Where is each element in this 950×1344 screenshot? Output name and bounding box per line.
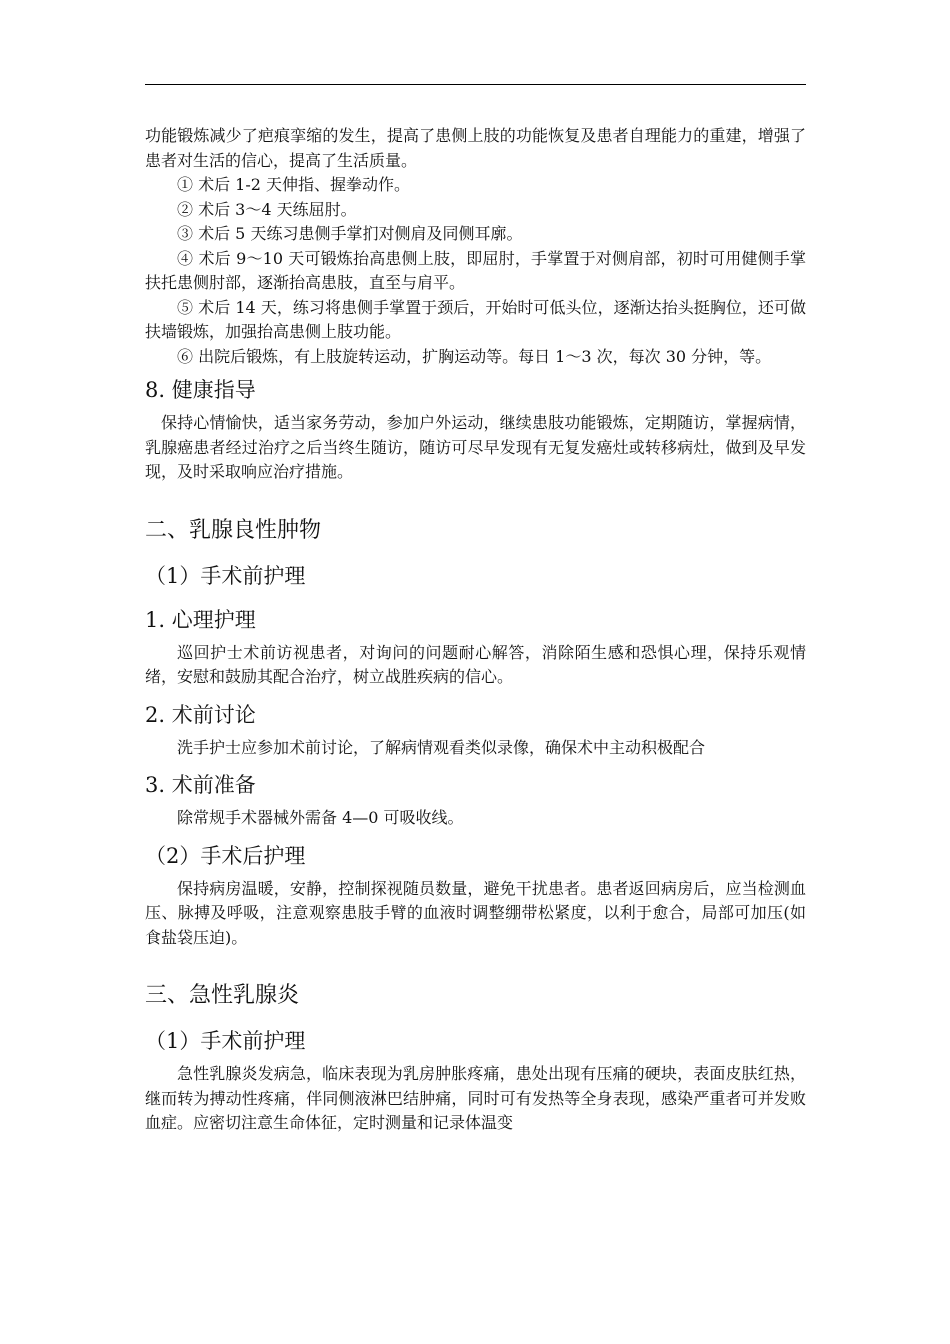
exercise-step-2: ② 术后 3～4 天练屈肘。 — [177, 199, 357, 219]
benign-postop-heading: （2）手术后护理 — [145, 843, 306, 868]
exercise-step-6: ⑥ 出院后锻炼，有上肢旋转运动，扩胸运动等。每日 1～3 次，每次 30 分钟，等。 — [177, 346, 772, 366]
mastitis-preop-text: 急性乳腺炎发病急，临床表现为乳房肿胀疼痛，患处出现有压痛的硬块，表面皮肤红热，继而转为搏动性疼痛，伴同侧液淋巴结肿痛，同时可有发热等全身表现，感染严重者可并发败血症。应密切注意生命体征，定时测量和记录体温变 — [145, 1064, 806, 1132]
health-guidance-text: 保持心情愉快，适当家务劳动，参加户外运动，继续患肢功能锻炼，定期随访，掌握病情，乳腺癌患者经过治疗之后当终生随访，随访可尽早发现有无复发癌灶或转移病灶，做到及早发现，及时采取响应治疗措施。 — [145, 413, 806, 481]
psych-care-heading: 1. 心理护理 — [145, 607, 256, 632]
header-rule — [145, 84, 806, 85]
benign-postop-text: 保持病房温暖，安静，控制探视随员数量，避免干扰患者。患者返回病房后，应当检测血压、脉搏及呼吸，注意观察患肢手臂的血液时调整绷带松紧度，以利于愈合，局部可加压(如食盐袋压迫)。 — [145, 878, 806, 947]
preop-discussion-heading: 2. 术前讨论 — [145, 702, 256, 727]
exercise-step-5: ⑤ 术后 14 天，练习将患侧手掌置于颈后，开始时可低头位，逐渐达抬头挺胸位，还可做扶墙锻炼，加强抬高患侧上肢功能。 — [145, 297, 806, 341]
exercise-step-4: ④ 术后 9～10 天可锻炼抬高患侧上肢，即屈肘，手掌置于对侧肩部，初时可用健侧手掌扶托患侧肘部，逐渐抬高患肢，直至与肩平。 — [145, 248, 806, 292]
section-mastitis-heading: 三、急性乳腺炎 — [145, 983, 300, 1008]
intro-paragraph: 功能锻炼减少了疤痕挛缩的发生，提高了患侧上肢的功能恢复及患者自理能力的重建，增强了患者对生活的信心，提高了生活质量。 — [145, 126, 806, 170]
section-benign-tumor-heading: 二、乳腺良性肿物 — [145, 517, 322, 543]
mastitis-preop-heading: （1）手术前护理 — [145, 1029, 306, 1053]
exercise-step-1: ① 术后 1-2 天伸指、握拳动作。 — [177, 175, 411, 194]
preop-prep-heading: 3. 术前准备 — [145, 773, 256, 797]
psych-care-text: 巡回护士术前访视患者，对询问的问题耐心解答，消除陌生感和恐惧心理，保持乐观情绪，安慰和鼓励其配合治疗，树立战胜疾病的信心。 — [145, 642, 806, 686]
exercise-step-3: ③ 术后 5 天练习患侧手掌扪对侧肩及同侧耳廓。 — [177, 224, 523, 243]
preop-discussion-text: 洗手护士应参加术前讨论，了解病情观看类似录像，确保术中主动积极配合 — [177, 737, 706, 757]
benign-preop-heading: （1）手术前护理 — [145, 563, 306, 588]
document-body — [145, 124, 806, 1136]
health-guidance-heading: 8. 健康指导 — [145, 378, 256, 402]
preop-prep-text: 除常规手术器械外需备 4—0 可吸收线。 — [177, 808, 464, 827]
